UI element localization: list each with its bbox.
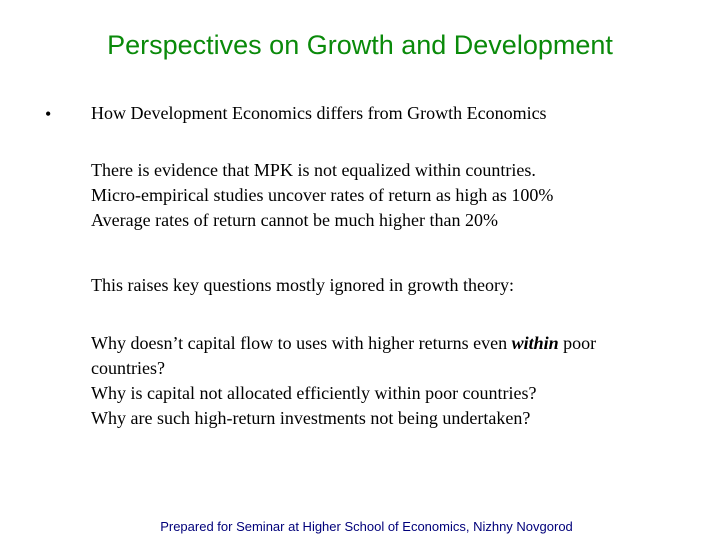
- question-line-2: Why is capital not allocated efficiently within poor countries?: [91, 383, 537, 403]
- raises-line: This raises key questions mostly ignored in growth theory:: [91, 275, 514, 295]
- question-1-emphasis: within: [511, 333, 559, 353]
- question-line-1: [91, 331, 691, 356]
- evidence-line: Average rates of return cannot be much higher than 20%: [91, 210, 499, 230]
- question-line-3: Why are such high-return investments not being undertaken?: [91, 408, 531, 428]
- question-1-end: poor: [558, 333, 597, 353]
- slide-footer: Prepared for Seminar at Higher School of Economics, Nizhny Novgorod: [160, 519, 573, 534]
- evidence-line: There is evidence that MPK is not equalized within countries.: [91, 160, 536, 180]
- bullet-heading: [91, 101, 691, 126]
- question-line-1-continuation: countries?: [91, 358, 165, 378]
- question-1-start: Why doesn’t capital flow to uses with higher returns even: [91, 333, 512, 353]
- raises-paragraph: [91, 273, 691, 298]
- evidence-paragraph: [91, 158, 691, 233]
- evidence-line: Micro-empirical studies uncover rates of return as high as 100%: [91, 185, 554, 205]
- bullet-marker: •: [45, 104, 52, 124]
- questions-paragraph: [91, 331, 691, 431]
- bullet-heading-text: How Development Economics differs from Growth Economics: [91, 103, 547, 123]
- slide-title: Perspectives on Growth and Development: [107, 30, 613, 60]
